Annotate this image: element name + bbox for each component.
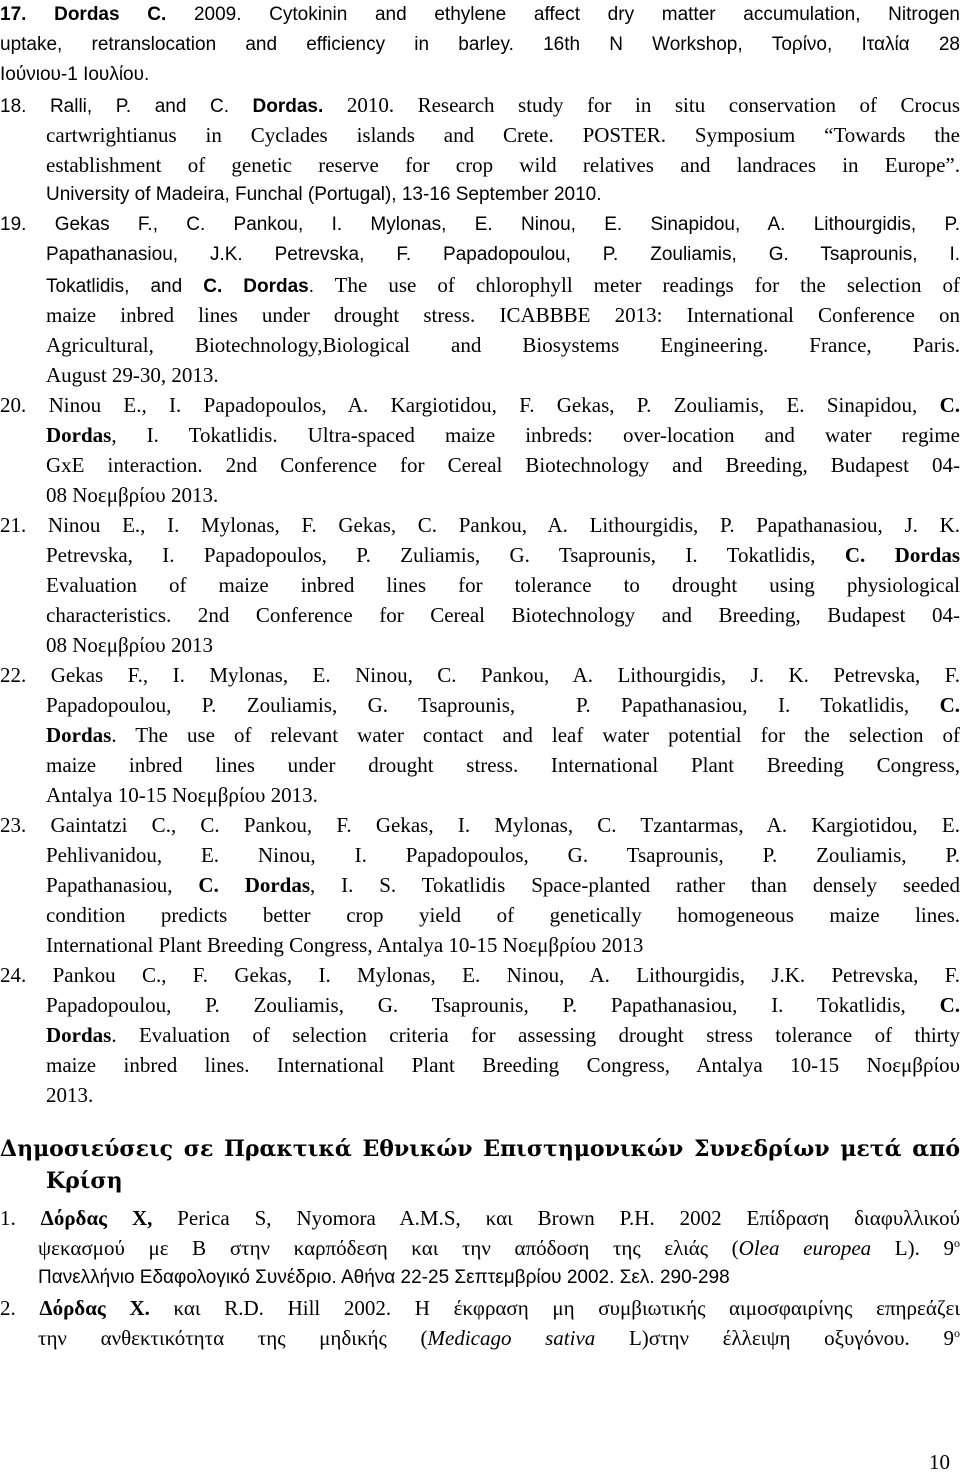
entry-19-line-2: Papathanasiou, J.K. Petrevska, F. Papadopoulou, P. Zouliamis, G. Tsaprounis, I. [46, 244, 960, 265]
entry-20-line-2: Dordas, I. Tokatlidis. Ultra-spaced maize inbreds: over-location and water regime [46, 423, 960, 447]
entry-22-line-5: Antalya 10-15 Νοεμβρίου 2013. [46, 783, 318, 807]
entry-22-line-1: 22. Gekas F., I. Mylonas, E. Ninou, C. Pankou, A. Lithourgidis, J. K. Petrevska, F. [0, 663, 960, 687]
page-number: 10 [929, 1450, 950, 1474]
entry-21-line-3: Evaluation of maize inbred lines for tolerance to drought using physiological [46, 573, 960, 597]
entry-21-line-1: 21. Ninou E., I. Mylonas, F. Gekas, C. Pankou, A. Lithourgidis, P. Papathanasiou, J. K. [0, 513, 960, 537]
entry-23-line-2: Pehlivanidou, E. Ninou, I. Papadopoulos, G. Tsaprounis, P. Zouliamis, P. [46, 843, 960, 867]
entry-19-line-6: August 29-30, 2013. [46, 363, 219, 387]
entry-23-line-1: 23. Gaintatzi C., C. Pankou, F. Gekas, I. Mylonas, C. Tzantarmas, A. Kargiotidou, E. [0, 813, 960, 837]
entry-19-line-1: 19. Gekas F., C. Pankou, I. Mylonas, E. Ninou, E. Sinapidou, A. Lithourgidis, P. [0, 214, 960, 235]
greek-entry-1-line-1: 1. Δόρδας Χ, Perica S, Nyomora A.M.S, και Brown P.H. 2002 Επίδραση διαφυλλικού [0, 1206, 960, 1230]
entry-22-line-2: Papadopoulou, P. Zouliamis, G. Tsaprounis, P. Papathanasiou, I. Tokatlidis, C. [46, 693, 960, 717]
entry-24-line-4: maize inbred lines. International Plant Breeding Congress, Antalya 10-15 Νοεμβρίου [46, 1053, 960, 1077]
entry-20-line-1: 20. Ninou E., I. Papadopoulos, A. Kargiotidou, F. Gekas, P. Zouliamis, E. Sinapidou, C. [0, 393, 960, 417]
entry-22-line-3: Dordas. The use of relevant water contact and leaf water potential for the selection of [46, 723, 960, 747]
section-heading: Δημοσιεύσεις σε Πρακτικά Εθνικών Επιστημονικών Συνεδρίων μετά από [0, 1136, 960, 1162]
greek-entry-2-line-1: 2. Δόρδας Χ. και R.D. Hill 2002. Η έκφραση μη συμβιωτικής αιμοσφαιρίνης επηρεάζει [0, 1296, 960, 1320]
entry-19-line-4: maize inbred lines under drought stress. ICABBBE 2013: International Conference on [46, 303, 960, 327]
entry-19-line-3: Tokatlidis, and C. Dordas. The use of chlorophyll meter readings for the selection of [46, 273, 960, 297]
entry-19-line-5: Agricultural, Biotechnology,Biological and Biosystems Engineering. France, Paris. [46, 333, 960, 357]
entry-23-line-4: condition predicts better crop yield of genetically homogeneous maize lines. [46, 903, 960, 927]
entry-24-line-3: Dordas. Evaluation of selection criteria for assessing drought stress tolerance of thirty [46, 1023, 960, 1047]
entry-23-line-5: International Plant Breeding Congress, Antalya 10-15 Νοεμβρίου 2013 [46, 933, 644, 957]
greek-entry-2-line-2: την ανθεκτικότητα της μηδικής (Medicago sativa L)στην έλλειψη οξυγόνου. $9^o$ [38, 1326, 960, 1350]
entry-20-line-4: 08 Νοεμβρίου 2013. [46, 483, 219, 507]
entry-21-line-2: Petrevska, I. Papadopoulos, P. Zuliamis, G. Tsaprounis, I. Tokatlidis, C. Dordas [46, 543, 960, 567]
entry-21-line-5: 08 Νοεμβρίου 2013 [46, 633, 213, 657]
entry-22-line-4: maize inbred lines under drought stress. International Plant Breeding Congress, [46, 753, 960, 777]
entry-18-line-4: University of Madeira, Funchal (Portugal), 13-16 September 2010. [46, 184, 602, 205]
greek-entry-1-line-2: ψεκασμού με B στην καρπόδεση και την απόδοση της ελιάς (Olea europea L). $9^o$ [38, 1236, 960, 1260]
entry-18-line-1: 18. Ralli, P. and C. Dordas. 2010. Research study for in situ conservation of Crocus [0, 93, 960, 117]
entry-17-line-3: Ιούνιου-1 Ιουλίου. [0, 64, 150, 85]
entry-24-line-5: 2013. [46, 1083, 94, 1107]
section-heading-cont: Κρίση [46, 1168, 123, 1194]
entry-21-line-4: characteristics. 2nd Conference for Cereal Biotechnology and Breeding, Budapest 04- [46, 603, 960, 627]
entry-24-line-1: 24. Pankou C., F. Gekas, I. Mylonas, E. Ninou, A. Lithourgidis, J.K. Petrevska, F. [0, 963, 960, 987]
entry-20-line-3: GxE interaction. 2nd Conference for Cereal Biotechnology and Breeding, Budapest 04- [46, 453, 960, 477]
entry-17-line-1: 17. Dordas C. 2009. Cytokinin and ethylene affect dry matter accumulation, Nitrogen [0, 4, 960, 25]
entry-24-line-2: Papadopoulou, P. Zouliamis, G. Tsaprounis, P. Papathanasiou, I. Tokatlidis, C. [46, 993, 960, 1017]
entry-18-line-3: establishment of genetic reserve for crop wild relatives and landraces in Europe”. [46, 153, 960, 177]
entry-17-line-2: uptake, retranslocation and efficiency in barley. 16th N Workshop, Τορίνο, Ιταλία 28 [0, 34, 960, 55]
entry-18-line-2: cartwrightianus in Cyclades islands and Crete. POSTER. Symposium “Towards the [46, 123, 960, 147]
greek-entry-1-line-3: Πανελλήνιο Εδαφολογικό Συνέδριο. Αθήνα 22-25 Σεπτεμβρίου 2002. Σελ. 290-298 [38, 1267, 730, 1288]
entry-23-line-3: Papathanasiou, C. Dordas, I. S. Tokatlidis Space-planted rather than densely seeded [46, 873, 960, 897]
